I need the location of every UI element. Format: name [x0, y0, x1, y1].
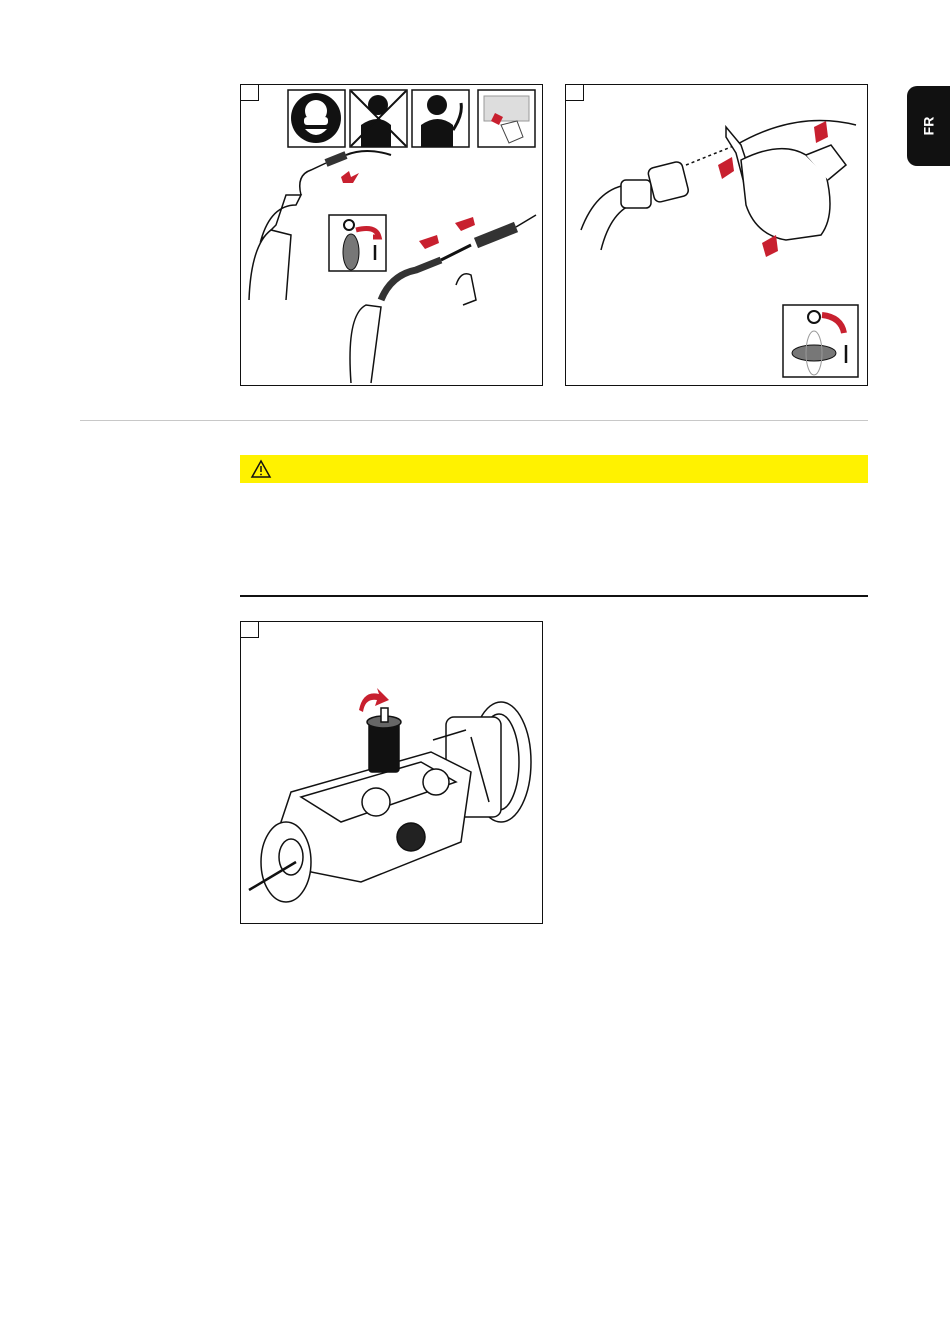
- red-arrow: [814, 121, 828, 143]
- red-arrow: [419, 235, 439, 249]
- figure-torch-disconnect: [240, 84, 543, 386]
- red-arrow: [455, 217, 475, 231]
- torch-disconnect-illustration: [241, 85, 541, 384]
- figure-wire-feeder: [240, 621, 543, 924]
- power-switch-icon: [783, 305, 858, 377]
- section-divider: [80, 420, 868, 421]
- power-switch-icon: [329, 215, 386, 271]
- red-arrow: [341, 171, 359, 183]
- figure-wire-cut: [565, 84, 868, 386]
- wire-feeder-illustration: [241, 622, 541, 922]
- button-press-icon: [478, 90, 535, 147]
- language-tab-label: FR: [920, 116, 937, 136]
- language-tab[interactable]: [907, 86, 950, 166]
- wire-cut-illustration: [566, 85, 866, 384]
- wire-cutter-icon: [726, 127, 846, 240]
- red-arrow: [718, 157, 734, 179]
- wire-feeder-icon: [249, 702, 531, 902]
- warning-triangle-icon: [250, 459, 272, 479]
- helmet-welder-icon: [412, 90, 469, 147]
- eye-protection-icon: [288, 90, 345, 147]
- section-rule: [240, 595, 868, 597]
- no-helmet-icon: [350, 90, 407, 147]
- red-arrow: [762, 235, 778, 257]
- warning-bar: [240, 455, 868, 483]
